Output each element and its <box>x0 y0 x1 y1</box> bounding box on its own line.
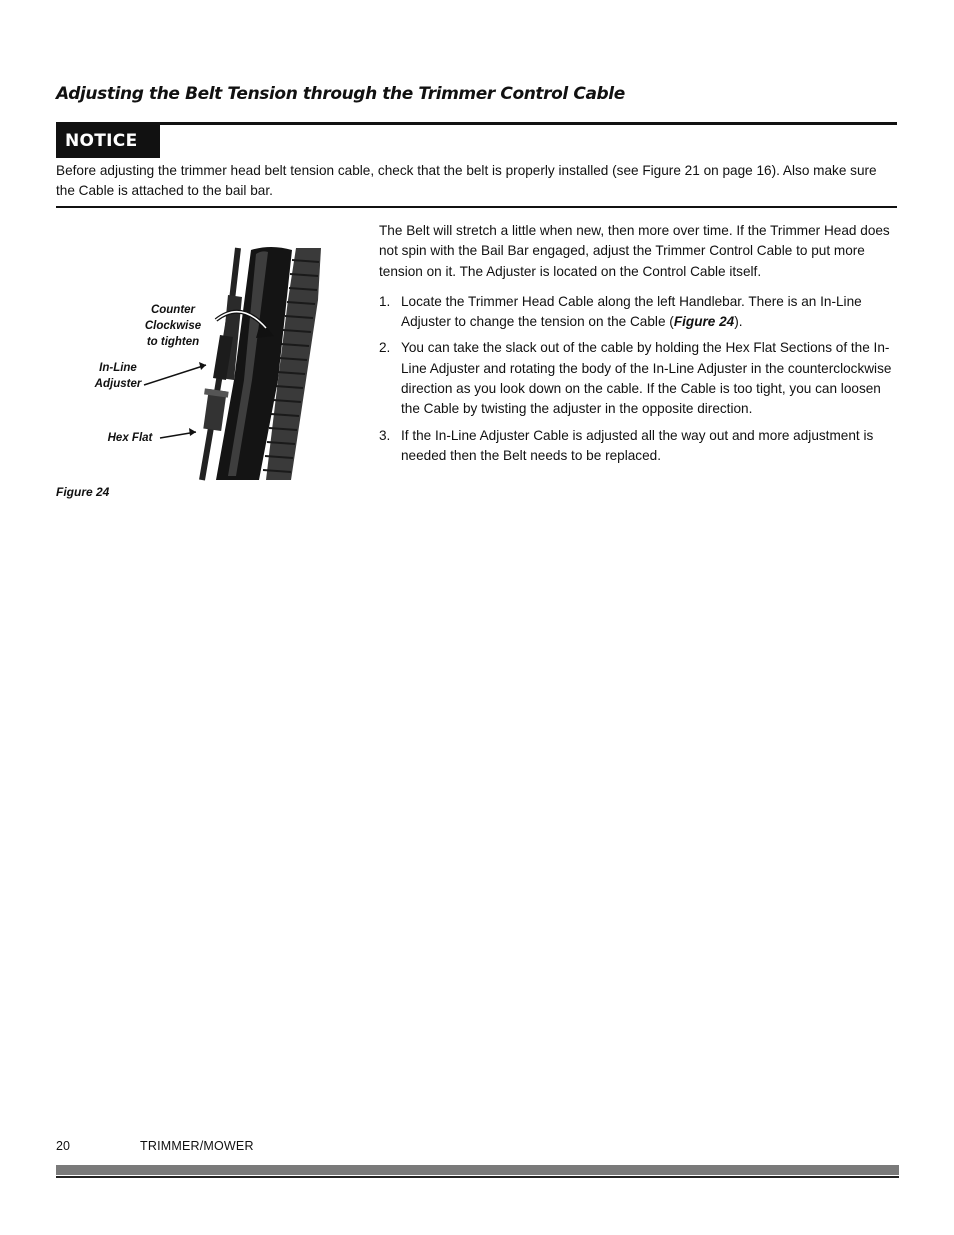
figure-caption: Figure 24 <box>56 485 110 499</box>
notice-top-rule <box>56 122 897 125</box>
step-item: 3. If the In-Line Adjuster Cable is adjusted all the way out and more adjustment is needed then the Belt needs to be replaced. <box>379 427 874 463</box>
label-counter-clockwise: Counter Clockwise to tighten <box>144 304 202 348</box>
label-inline-adjuster: In-Line Adjuster <box>94 362 142 390</box>
footer-rule <box>56 1176 899 1178</box>
footer-section-title: TRIMMER/MOWER <box>140 1139 254 1153</box>
notice-bottom-rule <box>56 206 897 208</box>
step-item: 2. You can take the slack out of the cable by holding the Hex Flat Sections of the In-Line Adjuster and rotating the body of the In-Line Adjuster in the counterclockwise direction as you look down on the cable. If the Cable is too tight, you can loosen the Cable by twisting the adjuster in the opposite direction. <box>379 340 892 417</box>
notice-text: Before adjusting the trimmer head belt tension cable, check that the belt is properly installed (see Figure 21 on page 16). Also make sure the Cable is attached to the bail bar. <box>56 163 877 198</box>
step-item: 1. Locate the Trimmer Head Cable along the left Handlebar. There is an In-Line Adjuster to change the tension on the Cable (Figure 24). <box>379 293 862 330</box>
instructions-column <box>379 221 899 472</box>
notice-badge: NOTICE <box>56 125 160 158</box>
steps-list <box>379 292 899 466</box>
intro-paragraph: The Belt will stretch a little when new, then more over time. If the Trimmer Head does not spin with the Bail Bar engaged, adjust the Trimmer Control Cable to put more tension on it. The Adjuster is located on the Control Cable itself. <box>379 223 890 279</box>
footer-bar <box>56 1165 899 1175</box>
section-heading: Adjusting the Belt Tension through the Trimmer Control Cable <box>56 84 625 104</box>
page-number: 20 <box>56 1139 70 1153</box>
label-hex-flat: Hex Flat <box>107 432 153 444</box>
figure-24-illustration <box>56 240 356 490</box>
figure-reference: Figure 24 <box>673 314 735 330</box>
